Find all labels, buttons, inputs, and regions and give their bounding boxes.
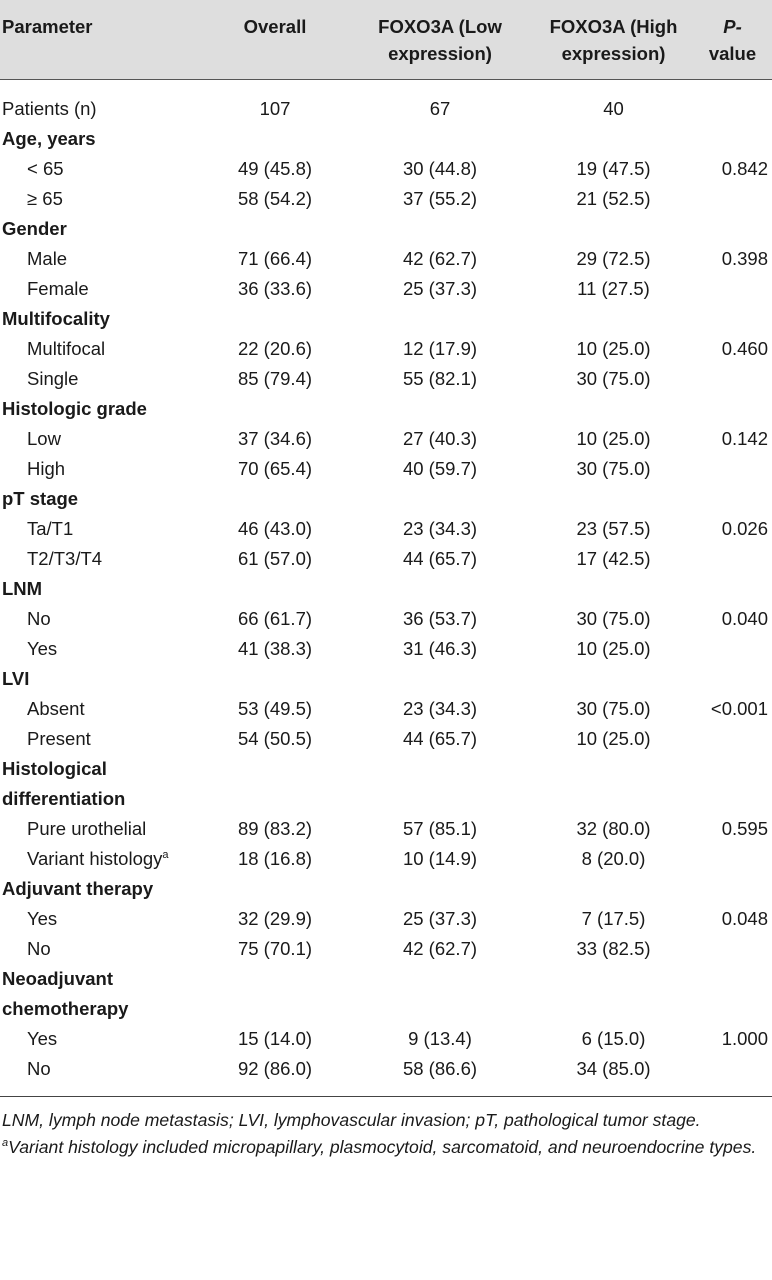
cell-low: 25 (37.3) bbox=[402, 908, 478, 929]
empty-cell bbox=[530, 304, 697, 334]
empty-cell bbox=[697, 964, 772, 1024]
row-label: Ta/T1 bbox=[27, 518, 74, 539]
cell-overall: 41 (38.3) bbox=[237, 638, 313, 659]
cell-p: 0.026 bbox=[721, 518, 768, 539]
empty-cell bbox=[530, 754, 697, 814]
section-title: LNM bbox=[2, 578, 43, 599]
empty-cell bbox=[350, 754, 530, 814]
empty-cell bbox=[697, 304, 772, 334]
cell-high: 8 (20.0) bbox=[581, 848, 646, 869]
cell-p: 0.595 bbox=[721, 818, 768, 839]
cell-overall: 107 bbox=[259, 98, 291, 119]
table-row bbox=[0, 184, 772, 214]
cell-high: 29 (72.5) bbox=[576, 248, 651, 269]
cell-overall: 92 (86.0) bbox=[237, 1058, 313, 1079]
cell-high: 30 (75.0) bbox=[576, 368, 651, 389]
cell-p bbox=[697, 454, 772, 484]
section-header-age bbox=[0, 124, 772, 154]
cell-overall: 85 (79.4) bbox=[237, 368, 313, 389]
section-title: LVI bbox=[2, 668, 30, 689]
table-row bbox=[0, 1024, 772, 1054]
cell-low: 30 (44.8) bbox=[402, 158, 478, 179]
empty-cell bbox=[697, 754, 772, 814]
row-label: Female bbox=[27, 278, 89, 299]
cell-low: 23 (34.3) bbox=[402, 698, 478, 719]
cell-p bbox=[697, 364, 772, 394]
table-row bbox=[0, 934, 772, 964]
cell-p bbox=[697, 544, 772, 574]
cell-high: 40 bbox=[603, 98, 624, 119]
cell-p bbox=[697, 274, 772, 304]
section-title: Gender bbox=[2, 218, 67, 239]
row-label: Patients (n) bbox=[2, 98, 97, 119]
table-row bbox=[0, 244, 772, 274]
cell-p bbox=[697, 724, 772, 754]
table-row bbox=[0, 454, 772, 484]
header-parameter: Parameter bbox=[2, 16, 93, 37]
header-high-expression: FOXO3A (High expression) bbox=[549, 16, 678, 64]
section-title: Age, years bbox=[2, 128, 96, 149]
cell-high: 21 (52.5) bbox=[576, 188, 651, 209]
cell-high: 30 (75.0) bbox=[576, 698, 651, 719]
empty-cell bbox=[530, 964, 697, 1024]
cell-low: 44 (65.7) bbox=[402, 728, 478, 749]
section-title: Adjuvant therapy bbox=[2, 878, 154, 899]
cell-high: 10 (25.0) bbox=[576, 638, 651, 659]
cell-high: 23 (57.5) bbox=[576, 518, 651, 539]
abbreviation-note: LNM, lymph node metastasis; LVI, lymphovascular invasion; pT, pathological tumor stage. bbox=[2, 1110, 701, 1130]
table-body bbox=[0, 80, 772, 1097]
empty-cell bbox=[350, 574, 530, 604]
row-label: No bbox=[27, 1058, 51, 1079]
header-overall: Overall bbox=[243, 16, 307, 37]
empty-cell bbox=[350, 394, 530, 424]
row-label: Yes bbox=[27, 908, 58, 929]
row-label: Pure urothelial bbox=[27, 818, 147, 839]
header-row bbox=[0, 0, 772, 80]
cell-overall: 37 (34.6) bbox=[237, 428, 313, 449]
cell-overall: 49 (45.8) bbox=[237, 158, 313, 179]
table-row bbox=[0, 274, 772, 304]
cell-low: 42 (62.7) bbox=[402, 248, 478, 269]
cell-high: 34 (85.0) bbox=[576, 1058, 651, 1079]
empty-cell bbox=[200, 394, 350, 424]
section-header-lvi bbox=[0, 664, 772, 694]
cell-low: 44 (65.7) bbox=[402, 548, 478, 569]
cell-p bbox=[697, 80, 772, 125]
section-title: Histologic grade bbox=[2, 398, 147, 419]
cell-low: 23 (34.3) bbox=[402, 518, 478, 539]
cell-high: 32 (80.0) bbox=[576, 818, 651, 839]
cell-high: 30 (75.0) bbox=[576, 608, 651, 629]
cell-low: 40 (59.7) bbox=[402, 458, 478, 479]
row-label: No bbox=[27, 608, 51, 629]
cell-overall: 46 (43.0) bbox=[237, 518, 313, 539]
row-label: Yes bbox=[27, 638, 58, 659]
table-row bbox=[0, 424, 772, 454]
section-header-pt bbox=[0, 484, 772, 514]
empty-cell bbox=[200, 574, 350, 604]
row-label: T2/T3/T4 bbox=[27, 548, 103, 569]
cell-p bbox=[697, 184, 772, 214]
section-header-grade bbox=[0, 394, 772, 424]
cell-low: 67 bbox=[429, 98, 451, 119]
empty-cell bbox=[200, 874, 350, 904]
empty-cell bbox=[350, 964, 530, 1024]
cell-overall: 70 (65.4) bbox=[237, 458, 313, 479]
cell-overall: 58 (54.2) bbox=[237, 188, 313, 209]
cell-low: 58 (86.6) bbox=[402, 1058, 478, 1079]
empty-cell bbox=[200, 304, 350, 334]
row-label: No bbox=[27, 938, 51, 959]
cell-p: 0.142 bbox=[721, 428, 768, 449]
table-row bbox=[0, 154, 772, 184]
row-label: High bbox=[27, 458, 66, 479]
table-row bbox=[0, 334, 772, 364]
cell-high: 30 (75.0) bbox=[576, 458, 651, 479]
row-label: Absent bbox=[27, 698, 85, 719]
cell-overall: 18 (16.8) bbox=[237, 848, 313, 869]
footnote-mark: a bbox=[162, 848, 169, 861]
header-p-value: P- value bbox=[708, 16, 757, 64]
section-header-adjuvant bbox=[0, 874, 772, 904]
cell-overall: 61 (57.0) bbox=[237, 548, 313, 569]
row-label: Single bbox=[27, 368, 79, 389]
row-label: Multifocal bbox=[27, 338, 106, 359]
cell-overall: 53 (49.5) bbox=[237, 698, 313, 719]
row-label: Present bbox=[27, 728, 91, 749]
table-row bbox=[0, 604, 772, 634]
row-label: ≥ 65 bbox=[27, 188, 63, 209]
cell-overall: 66 (61.7) bbox=[237, 608, 313, 629]
empty-cell bbox=[200, 964, 350, 1024]
cell-overall: 36 (33.6) bbox=[237, 278, 313, 299]
table-footnotes bbox=[0, 1096, 772, 1161]
row-label: Male bbox=[27, 248, 68, 269]
empty-cell bbox=[697, 484, 772, 514]
cell-overall: 22 (20.6) bbox=[237, 338, 313, 359]
empty-cell bbox=[530, 124, 697, 154]
cell-low: 55 (82.1) bbox=[402, 368, 478, 389]
variant-note: $^a$Variant histology included micropapillary, plasmocytoid, sarcomatoid, and neuroendocrine types. bbox=[2, 1137, 757, 1157]
table-row bbox=[0, 544, 772, 574]
cell-low: 9 (13.4) bbox=[408, 1028, 472, 1049]
cell-low: 57 (85.1) bbox=[402, 818, 478, 839]
empty-cell bbox=[530, 874, 697, 904]
cell-high: 19 (47.5) bbox=[576, 158, 651, 179]
row-label: Low bbox=[27, 428, 61, 449]
table-row bbox=[0, 80, 772, 125]
cell-p: 0.048 bbox=[721, 908, 768, 929]
cell-p: 0.040 bbox=[721, 608, 768, 629]
cell-p bbox=[697, 844, 772, 874]
section-header-multifocality bbox=[0, 304, 772, 334]
section-header-diff bbox=[0, 754, 772, 814]
cell-low: 37 (55.2) bbox=[402, 188, 478, 209]
cell-p: 0.398 bbox=[721, 248, 768, 269]
cell-high: 10 (25.0) bbox=[576, 338, 651, 359]
cell-high: 11 (27.5) bbox=[577, 278, 650, 299]
empty-cell bbox=[530, 394, 697, 424]
empty-cell bbox=[530, 214, 697, 244]
cell-overall: 75 (70.1) bbox=[237, 938, 313, 959]
empty-cell bbox=[200, 214, 350, 244]
table-row bbox=[0, 814, 772, 844]
table-row bbox=[0, 844, 772, 874]
empty-cell bbox=[697, 874, 772, 904]
empty-cell bbox=[697, 124, 772, 154]
table-row bbox=[0, 514, 772, 544]
cell-p: <0.001 bbox=[710, 698, 768, 719]
table-header bbox=[0, 0, 772, 80]
cell-low: 36 (53.7) bbox=[402, 608, 478, 629]
empty-cell bbox=[697, 214, 772, 244]
row-label: Variant histology$^a$ bbox=[27, 848, 169, 869]
header-low-expression: FOXO3A (Low expression) bbox=[378, 16, 502, 64]
table-row bbox=[0, 694, 772, 724]
empty-cell bbox=[530, 664, 697, 694]
table-row bbox=[0, 364, 772, 394]
empty-cell bbox=[350, 124, 530, 154]
empty-cell bbox=[697, 664, 772, 694]
empty-cell bbox=[350, 484, 530, 514]
empty-cell bbox=[200, 754, 350, 814]
cell-overall: 54 (50.5) bbox=[237, 728, 313, 749]
cell-high: 10 (25.0) bbox=[576, 428, 651, 449]
cell-p: 0.460 bbox=[721, 338, 768, 359]
table-row bbox=[0, 1054, 772, 1096]
cell-p bbox=[697, 634, 772, 664]
empty-cell bbox=[200, 124, 350, 154]
section-title: Multifocality bbox=[2, 308, 110, 329]
cell-high: 33 (82.5) bbox=[576, 938, 651, 959]
empty-cell bbox=[530, 484, 697, 514]
empty-cell bbox=[200, 664, 350, 694]
cell-high: 6 (15.0) bbox=[581, 1028, 646, 1049]
table-row bbox=[0, 904, 772, 934]
footnote-mark: a bbox=[2, 1137, 9, 1150]
section-title: pT stage bbox=[2, 488, 79, 509]
empty-cell bbox=[200, 484, 350, 514]
empty-cell bbox=[350, 214, 530, 244]
cell-p: 0.842 bbox=[721, 158, 768, 179]
empty-cell bbox=[350, 664, 530, 694]
empty-cell bbox=[530, 574, 697, 604]
empty-cell bbox=[697, 394, 772, 424]
cell-p bbox=[697, 1054, 772, 1096]
cell-low: 25 (37.3) bbox=[402, 278, 478, 299]
cell-p: 1.000 bbox=[721, 1028, 768, 1049]
empty-cell bbox=[697, 574, 772, 604]
table-row bbox=[0, 634, 772, 664]
empty-cell bbox=[350, 304, 530, 334]
cell-high: 10 (25.0) bbox=[576, 728, 651, 749]
cell-overall: 32 (29.9) bbox=[237, 908, 313, 929]
row-label: Yes bbox=[27, 1028, 58, 1049]
cell-low: 31 (46.3) bbox=[402, 638, 478, 659]
section-header-gender bbox=[0, 214, 772, 244]
section-header-lnm bbox=[0, 574, 772, 604]
cell-p bbox=[697, 934, 772, 964]
cell-high: 7 (17.5) bbox=[581, 908, 646, 929]
cell-high: 17 (42.5) bbox=[576, 548, 651, 569]
section-header-neo bbox=[0, 964, 772, 1024]
empty-cell bbox=[350, 874, 530, 904]
cell-low: 12 (17.9) bbox=[402, 338, 478, 359]
row-label: < 65 bbox=[27, 158, 64, 179]
section-title: Neoadjuvant chemotherapy bbox=[2, 968, 129, 1019]
section-title: Histological differentiation bbox=[2, 758, 126, 809]
cell-low: 42 (62.7) bbox=[402, 938, 478, 959]
table-row bbox=[0, 724, 772, 754]
cell-overall: 71 (66.4) bbox=[237, 248, 313, 269]
cell-low: 10 (14.9) bbox=[402, 848, 478, 869]
cell-low: 27 (40.3) bbox=[402, 428, 478, 449]
cell-overall: 15 (14.0) bbox=[237, 1028, 313, 1049]
cell-overall: 89 (83.2) bbox=[237, 818, 313, 839]
